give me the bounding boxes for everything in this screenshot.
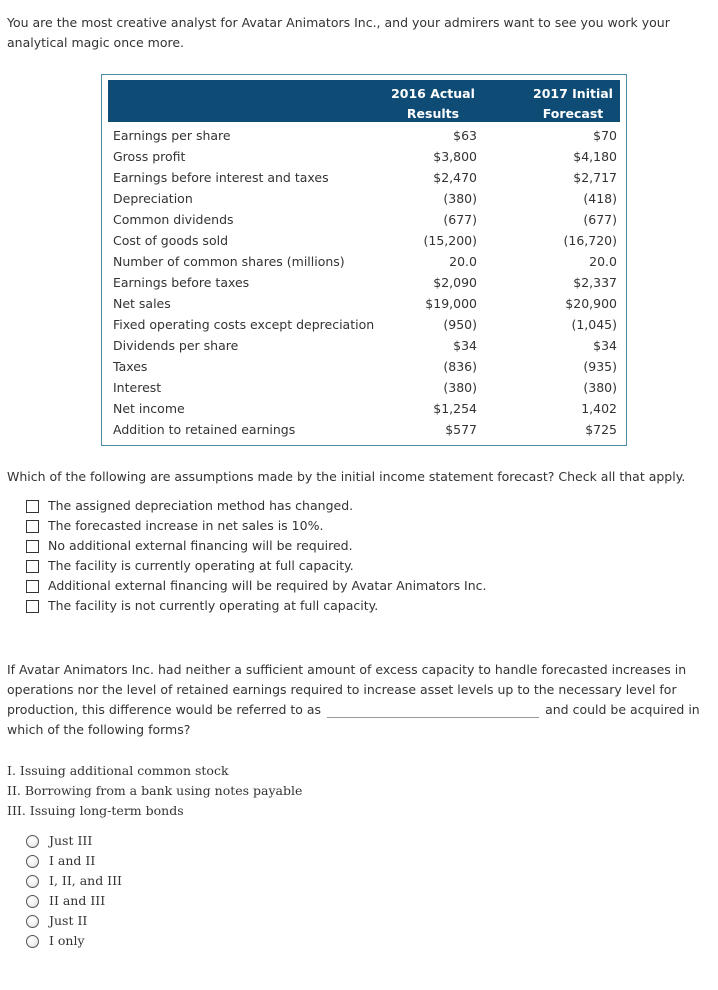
- checkbox-label: No additional external financing will be required.: [48, 538, 353, 553]
- row-label: Interest: [113, 380, 162, 395]
- row-label: Gross profit: [113, 149, 186, 164]
- value-2017: (380): [583, 380, 617, 395]
- checkbox-label: The assigned depreciation method has changed.: [48, 498, 354, 513]
- question2-text-before: If Avatar Animators Inc. had neither a sufficient amount of excess capacity to handle forecasted increases in operations nor the level of retained earnings required to increase asset levels up to the necessary level for production, this difference would be referred to as: [7, 662, 687, 717]
- table-row: [108, 209, 620, 230]
- row-label: Earnings before taxes: [113, 275, 250, 290]
- intro-text: You are the most creative analyst for Avatar Animators Inc., and your admirers want to see you work your analytical magic once more.: [7, 15, 670, 50]
- row-label: Earnings per share: [113, 128, 231, 143]
- header-2016-actual: [378, 84, 488, 124]
- financing-option[interactable]: [26, 931, 122, 951]
- table-row: [108, 230, 620, 251]
- value-2017: (16,720): [563, 233, 617, 248]
- financing-option[interactable]: [26, 891, 122, 911]
- value-2017: 1,402: [581, 401, 617, 416]
- financing-option[interactable]: [26, 911, 122, 931]
- financing-forms-list: [7, 761, 302, 821]
- radio-button[interactable]: [26, 895, 39, 908]
- checkbox-label: The facility is not currently operating at full capacity.: [48, 598, 379, 613]
- value-2016: (15,200): [423, 233, 477, 248]
- table-row: [108, 188, 620, 209]
- assumption-option[interactable]: [26, 576, 487, 596]
- value-2016: $2,090: [433, 275, 477, 290]
- assumption-option[interactable]: [26, 596, 487, 616]
- radio-label: I only: [49, 933, 85, 948]
- value-2017: $20,900: [565, 296, 617, 311]
- checkbox[interactable]: [26, 600, 39, 613]
- row-label: Addition to retained earnings: [113, 422, 296, 437]
- checkbox[interactable]: [26, 520, 39, 533]
- value-2016: $2,470: [433, 170, 477, 185]
- row-label: Cost of goods sold: [113, 233, 229, 248]
- value-2016: (677): [443, 212, 477, 227]
- radio-button[interactable]: [26, 915, 39, 928]
- financing-option[interactable]: [26, 871, 122, 891]
- row-label: Earnings before interest and taxes: [113, 170, 329, 185]
- table-row: [108, 251, 620, 272]
- row-label: Taxes: [113, 359, 148, 374]
- table-row: [108, 314, 620, 335]
- row-label: Fixed operating costs except depreciation: [113, 317, 375, 332]
- radio-button[interactable]: [26, 935, 39, 948]
- radio-button[interactable]: [26, 835, 39, 848]
- table-header: [108, 80, 620, 122]
- value-2017: $2,337: [573, 275, 617, 290]
- radio-label: I, II, and III: [49, 873, 122, 888]
- header-2017-line1: 2017 Initial: [533, 86, 613, 101]
- value-2017: $725: [585, 422, 617, 437]
- table-row: [108, 272, 620, 293]
- value-2016: $3,800: [433, 149, 477, 164]
- value-2016: (950): [443, 317, 477, 332]
- value-2016: $34: [453, 338, 477, 353]
- row-label: Dividends per share: [113, 338, 239, 353]
- checkbox[interactable]: [26, 560, 39, 573]
- financing-radio-list: [26, 831, 122, 951]
- financing-option[interactable]: [26, 851, 122, 871]
- financing-form-item: II. Borrowing from a bank using notes payable: [7, 783, 303, 798]
- value-2017: $70: [593, 128, 617, 143]
- header-2016-line2: Results: [406, 106, 460, 121]
- row-label: Number of common shares (millions): [113, 254, 345, 269]
- value-2016: $577: [445, 422, 477, 437]
- assumption-option[interactable]: [26, 536, 487, 556]
- radio-button[interactable]: [26, 875, 39, 888]
- row-label: Depreciation: [113, 191, 193, 206]
- checkbox[interactable]: [26, 500, 39, 513]
- question-assumptions: Which of the following are assumptions made by the initial income statement forecast? Check all that apply.: [7, 469, 686, 484]
- table-row: [108, 356, 620, 377]
- assumption-option[interactable]: [26, 556, 487, 576]
- row-label: Net sales: [113, 296, 171, 311]
- header-2017-line2: Forecast: [542, 106, 604, 121]
- checkbox-label: The forecasted increase in net sales is 10%.: [48, 518, 324, 533]
- header-2016-line1: 2016 Actual: [391, 86, 475, 101]
- checkbox-label: The facility is currently operating at full capacity.: [48, 558, 354, 573]
- radio-label: Just II: [49, 913, 88, 928]
- value-2017: 20.0: [589, 254, 617, 269]
- checkbox[interactable]: [26, 580, 39, 593]
- value-2017: (1,045): [571, 317, 617, 332]
- assumption-option[interactable]: [26, 516, 487, 536]
- table-row: [108, 335, 620, 356]
- value-2017: (935): [583, 359, 617, 374]
- table-row: [108, 398, 620, 419]
- assumption-checkbox-list: [26, 496, 487, 616]
- checkbox-label: Additional external financing will be required by Avatar Animators Inc.: [48, 578, 487, 593]
- value-2017: (418): [583, 191, 617, 206]
- row-label: Common dividends: [113, 212, 234, 227]
- table-row: [108, 377, 620, 398]
- question-financing: [7, 660, 712, 740]
- table-row: [108, 125, 620, 146]
- radio-label: II and III: [49, 893, 106, 908]
- value-2016: $19,000: [425, 296, 477, 311]
- table-row: [108, 293, 620, 314]
- header-2017-forecast: [518, 84, 628, 124]
- table-row: [108, 419, 620, 440]
- value-2017: $34: [593, 338, 617, 353]
- checkbox[interactable]: [26, 540, 39, 553]
- income-statement-table: [101, 74, 627, 446]
- value-2017: $2,717: [573, 170, 617, 185]
- value-2016: (380): [443, 380, 477, 395]
- radio-button[interactable]: [26, 855, 39, 868]
- question2-text-after: and could be acquired in which of the following forms?: [7, 702, 700, 737]
- value-2016: 20.0: [449, 254, 477, 269]
- row-label: Net income: [113, 401, 185, 416]
- financing-option[interactable]: [26, 831, 122, 851]
- value-2017: $4,180: [573, 149, 617, 164]
- afn-blank-field[interactable]: [327, 703, 539, 718]
- value-2016: (836): [443, 359, 477, 374]
- value-2016: $1,254: [433, 401, 477, 416]
- value-2016: (380): [443, 191, 477, 206]
- table-row: [108, 146, 620, 167]
- assumption-option[interactable]: [26, 496, 487, 516]
- value-2016: $63: [453, 128, 477, 143]
- table-row: [108, 167, 620, 188]
- radio-label: Just III: [49, 833, 93, 848]
- value-2017: (677): [583, 212, 617, 227]
- radio-label: I and II: [49, 853, 96, 868]
- financing-form-item: I. Issuing additional common stock: [7, 763, 229, 778]
- financing-form-item: III. Issuing long-term bonds: [7, 803, 184, 818]
